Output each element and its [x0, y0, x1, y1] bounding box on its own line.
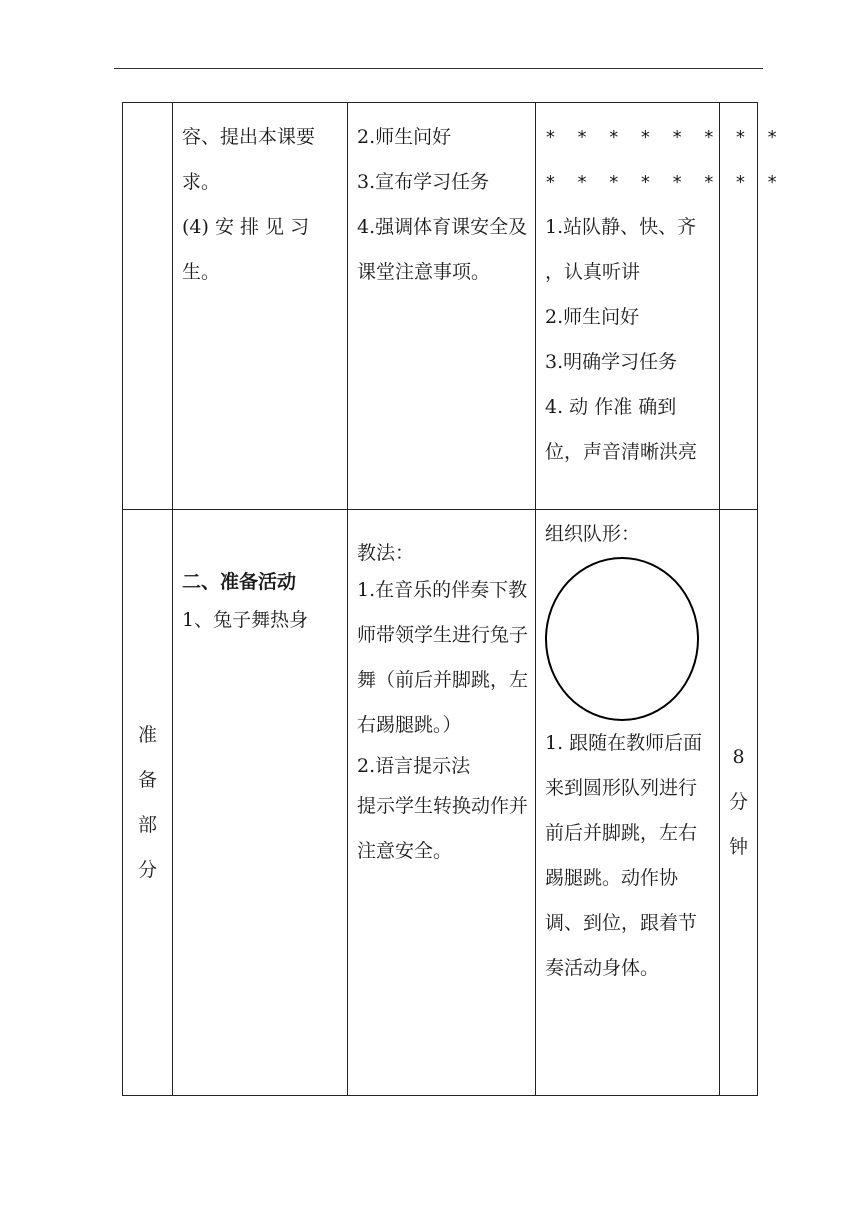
- content-line: (4) 安 排 见 习 生。: [182, 216, 310, 283]
- section-char: 准: [137, 723, 157, 746]
- student-line: 3.明确学习任务: [545, 351, 678, 373]
- teacher-line: 3.宣布学习任务: [357, 171, 490, 193]
- student-line: 1. 跟随在教师后面来到圆形队列进行前后并脚跳，左右踢腿跳。动作协调、到位，跟着节奏活动身体。: [545, 732, 703, 979]
- content-heading: 二、准备活动: [182, 571, 297, 593]
- time-char: 分: [728, 791, 748, 813]
- circle-formation-diagram: [545, 557, 699, 721]
- section-char: 分: [137, 858, 157, 881]
- content-cell: [173, 103, 348, 510]
- student-line: 1.站队静、快、齐 ，认真听讲: [545, 216, 697, 283]
- table-row: [123, 103, 758, 510]
- formation-stars-row: * * * * * * * *: [545, 127, 783, 148]
- table-row: [123, 510, 758, 1096]
- header-rule: [114, 68, 763, 69]
- teacher-line: 1.在音乐的伴奏下教师带领学生进行兔子舞（前后并脚跳，左右踢腿跳。）: [357, 579, 529, 736]
- student-cell: [536, 510, 720, 1096]
- time-cell: [720, 510, 758, 1096]
- content-cell: [173, 510, 348, 1096]
- formation-label: 组织队形：: [545, 523, 641, 545]
- section-cell-empty: [123, 103, 173, 510]
- section-char: 部: [137, 813, 157, 836]
- teacher-cell: [348, 510, 536, 1096]
- teacher-line: 2.师生问好: [357, 126, 452, 148]
- teacher-line: 2.语言提示法: [357, 755, 471, 777]
- time-char: 钟: [728, 836, 748, 858]
- formation-stars-row: * * * * * * * *: [545, 172, 783, 193]
- teacher-cell: [348, 103, 536, 510]
- content-item: 1、兔子舞热身: [182, 609, 309, 631]
- time-char: 8: [732, 746, 745, 768]
- section-label-cell: [123, 510, 173, 1096]
- teacher-line: 提示学生转换动作并注意安全。: [357, 795, 529, 862]
- student-line: 2.师生问好: [545, 306, 640, 328]
- time-cell-empty: [720, 103, 758, 510]
- section-char: 备: [137, 768, 157, 791]
- teacher-line: 4.强调体育课安全及课堂注意事项。: [357, 216, 528, 283]
- student-line: 4. 动 作准 确到位，声音清晰洪亮: [545, 396, 698, 463]
- teacher-line: 教法：: [357, 542, 415, 564]
- student-cell: [536, 103, 783, 510]
- content-line: 容、提出本课要求。: [182, 126, 316, 193]
- lesson-plan-table: [122, 102, 783, 1096]
